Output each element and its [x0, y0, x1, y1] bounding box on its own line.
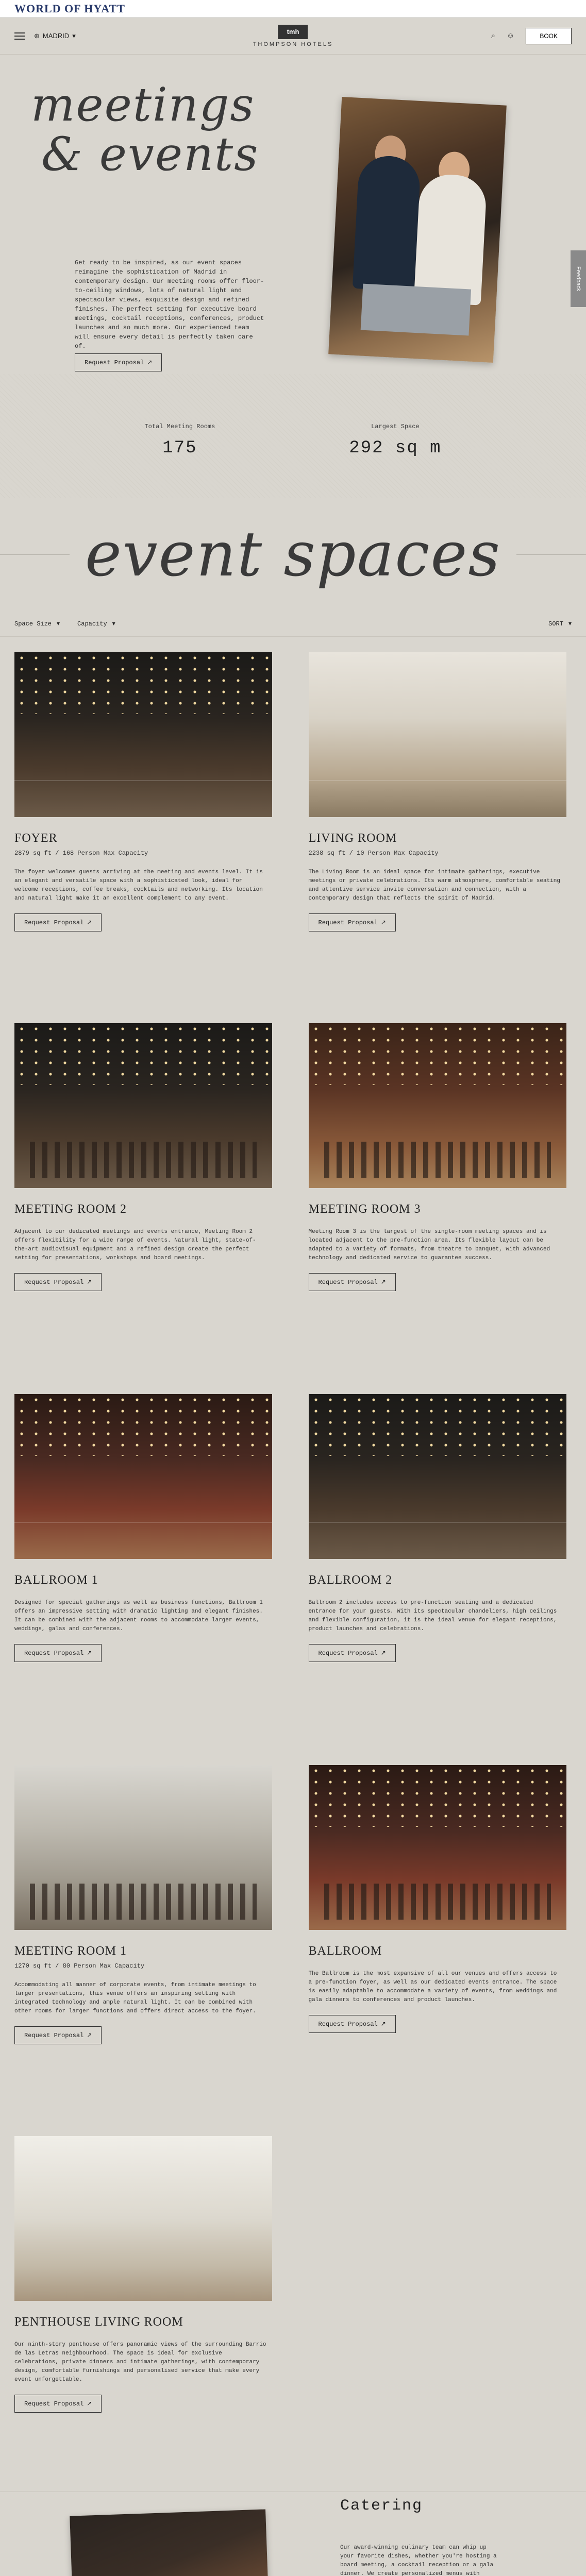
button-label: Request Proposal [24, 2400, 84, 2408]
menu-icon[interactable] [14, 32, 25, 40]
request-proposal-button[interactable] [14, 1273, 102, 1291]
space-description: Our ninth-story penthouse offers panoramic views of the surrounding Barrio de las Letras neighbourhood. The space is ideal for exclusive celebrations, private dinners and intimate gatherings, with contemporary design, comfortable furnishings and personalised service that make every event unforgettable. [14, 2342, 266, 2383]
sort-filter[interactable] [548, 620, 572, 628]
space-card [14, 652, 278, 1023]
user-icon[interactable]: ☺ [506, 31, 515, 40]
filter-label: Capacity [77, 620, 107, 628]
stat-value: 175 [162, 438, 197, 458]
catering-description: Our award-winning culinary team can whip up your favorite dishes, whether you're hosting a board meeting, a cocktail reception or a gala dinner. We create personalized menus with [340, 2545, 497, 2576]
button-label: Request Proposal [318, 2020, 378, 2028]
space-name: MEETING ROOM 3 [308, 1202, 421, 1216]
catering-section [0, 2492, 586, 2576]
space-image [309, 1023, 566, 1188]
event-spaces-title [0, 498, 586, 611]
external-link-icon: ↗ [87, 919, 92, 926]
space-card [14, 1394, 278, 1765]
hotel-brand[interactable] [253, 25, 333, 47]
filter-label: Space Size [14, 620, 52, 628]
request-proposal-button[interactable] [309, 913, 396, 931]
request-proposal-button[interactable] [14, 2026, 102, 2044]
brand-mark: tmh [278, 25, 308, 39]
chevron-down-icon: ▾ [72, 31, 76, 40]
filters-bar [0, 611, 586, 637]
world-of-hyatt-logo[interactable]: WORLD OF HYATT [14, 2, 125, 15]
request-proposal-button[interactable] [309, 1273, 396, 1291]
button-label: Request Proposal [24, 1649, 84, 1657]
space-name: LIVING ROOM [308, 832, 397, 845]
button-label: Request Proposal [24, 2031, 84, 2039]
button-label: Request Proposal [318, 1649, 378, 1657]
button-label: Request Proposal [318, 1278, 378, 1286]
space-image [14, 1765, 272, 1930]
space-description: The Living Room is an ideal space for intimate gatherings, executive meetings or private celebrations. Its warm atmosphere, comfortable seating and attentive service invite conversation and connection, with a contemporary design that reflects the spirit of Madrid. [308, 869, 560, 902]
button-label: Request Proposal [318, 919, 378, 926]
space-description: Adjacent to our dedicated meetings and events entrance, Meeting Room 2 offers flexibility for a wide range of events. Natural light, state-of-the-art audiovisual equipment and a refined design create the perfect setting for presentations, workshops and board meetings. [14, 1229, 256, 1261]
chevron-down-icon: ▾ [112, 620, 115, 628]
request-proposal-button[interactable] [309, 2015, 396, 2033]
button-label: Request Proposal [24, 919, 84, 926]
space-card [309, 1023, 572, 1394]
event-spaces-title-text: event spaces [70, 519, 516, 590]
hotel-header [0, 18, 586, 55]
stat-value: 292 sq m [349, 438, 442, 458]
space-name: FOYER [14, 832, 58, 845]
space-image [14, 1394, 272, 1559]
stats [0, 374, 586, 498]
space-specs: 1270 sq ft / 80 Person Max Capacity [14, 1962, 145, 1970]
space-description: The foyer welcomes guests arriving at the meeting and events level. It is an elegant and versatile space with a sophisticated look, ideal for welcome receptions, coffee breaks, cocktails and networking. Its location and natural light make it an excellent complement to any event. [14, 869, 263, 902]
request-proposal-button[interactable] [14, 2395, 102, 2413]
header-actions [491, 28, 572, 44]
space-card [309, 652, 572, 1023]
external-link-icon: ↗ [87, 2032, 92, 2039]
space-name: BALLROOM 2 [308, 1573, 393, 1587]
stat-label: Total Meeting Rooms [144, 423, 215, 430]
stat-total-rooms [144, 423, 215, 498]
button-label: Request Proposal [24, 1278, 84, 1286]
external-link-icon: ↗ [380, 1279, 386, 1286]
space-name: MEETING ROOM 2 [14, 1202, 127, 1216]
hero-title-line2: & events [41, 127, 259, 181]
request-proposal-button[interactable] [14, 1644, 102, 1662]
space-image [14, 652, 272, 817]
space-description: Accommodating all manner of corporate events, from intimate meetings to larger presentations, this venue offers an inspiring setting with integrated technology and ample natural light. It can be combined with other rooms for larger functions and offers direct access to the foyer. [14, 1982, 256, 2014]
space-name: MEETING ROOM 1 [14, 1944, 127, 1958]
external-link-icon: ↗ [380, 1650, 386, 1657]
search-icon[interactable]: ⌕ [491, 31, 495, 40]
external-link-icon: ↗ [147, 359, 153, 366]
penthouse-card [0, 2136, 586, 2492]
space-card [14, 1023, 278, 1394]
hero-title [31, 80, 259, 179]
external-link-icon: ↗ [87, 1650, 92, 1657]
sort-label: SORT [548, 620, 563, 628]
button-label: Request Proposal [85, 359, 144, 366]
globe-icon: ⊕ [34, 31, 40, 40]
space-name: BALLROOM 1 [14, 1573, 98, 1587]
space-description: Designed for special gatherings as well as business functions, Ballroom 1 offers an impressive setting with dramatic lighting and elegant finishes. It can be combined with the adjacent rooms to accommodate larger events, weddings, galas and conferences. [14, 1600, 263, 1632]
external-link-icon: ↗ [380, 919, 386, 926]
space-specs: 2238 sq ft / 10 Person Max Capacity [308, 850, 439, 857]
space-image [14, 1023, 272, 1188]
chevron-down-icon: ▾ [568, 620, 572, 628]
external-link-icon: ↗ [87, 1279, 92, 1286]
hero-image [328, 97, 507, 363]
penthouse-image [14, 2136, 272, 2301]
language-selector[interactable] [34, 32, 76, 40]
capacity-filter[interactable] [77, 620, 115, 628]
space-card [14, 1765, 278, 2136]
catering-title: Catering [340, 2497, 423, 2515]
hero-title-line1: meetings [31, 78, 255, 132]
stat-label: Largest Space [371, 423, 420, 430]
brand-name: THOMPSON HOTELS [253, 41, 333, 47]
chevron-down-icon: ▾ [57, 620, 60, 628]
global-bar [0, 0, 586, 18]
space-description: Meeting Room 3 is the largest of the single-room meeting spaces and is located adjacent to the pre-function area. Its flexible layout can be adapted to a variety of formats, from theatre to banquet, with advanced technology and dedicated service to guarantee success. [308, 1229, 550, 1261]
space-card [309, 1765, 572, 2136]
space-description: The Ballroom is the most expansive of all our venues and offers access to a pre-function foyer, as well as our dedicated events entrance. The space is easily adaptable to accommodate a variety of events, from weddings and gala dinners to conferences and product launches. [308, 1971, 557, 2003]
space-card [309, 1394, 572, 1765]
space-name: PENTHOUSE LIVING ROOM [14, 2315, 183, 2329]
request-proposal-button[interactable] [309, 1644, 396, 1662]
hero-request-proposal-button[interactable] [75, 353, 162, 371]
space-size-filter[interactable] [14, 620, 60, 628]
space-image [309, 1765, 566, 1930]
language-label: MADRID [42, 32, 70, 40]
space-name: BALLROOM [308, 1944, 382, 1958]
space-description: Ballroom 2 includes access to pre-function seating and a dedicated entrance for your guests. With its spectacular chandeliers, high ceilings and flexible configuration, it is the ideal venue for elegant receptions, product launches and celebrations. [308, 1600, 557, 1632]
space-specs: 2879 sq ft / 168 Person Max Capacity [14, 850, 148, 857]
spaces-grid [0, 637, 586, 2136]
hero [0, 55, 586, 374]
external-link-icon: ↗ [87, 2400, 92, 2408]
hero-text: Get ready to be inspired, as our event spaces reimagine the sophistication of Madrid in contemporary design. Our meeting rooms offer floor-to-ceiling windows, lots of natural light and spectacular views, exquisite design and refined finishes. The perfect setting for executive board meetings, cocktail receptions, conferences, product launches and so much more. Our experienced team will ensure every detail is perfectly taken care of. [75, 259, 264, 350]
external-link-icon: ↗ [380, 2021, 386, 2028]
book-button[interactable]: BOOK [526, 28, 572, 44]
request-proposal-button[interactable] [14, 913, 102, 931]
stat-largest-space [349, 423, 441, 498]
feedback-tab[interactable]: Feedback [571, 250, 586, 307]
catering-image [70, 2509, 271, 2576]
space-image [309, 1394, 566, 1559]
space-image [309, 652, 566, 817]
